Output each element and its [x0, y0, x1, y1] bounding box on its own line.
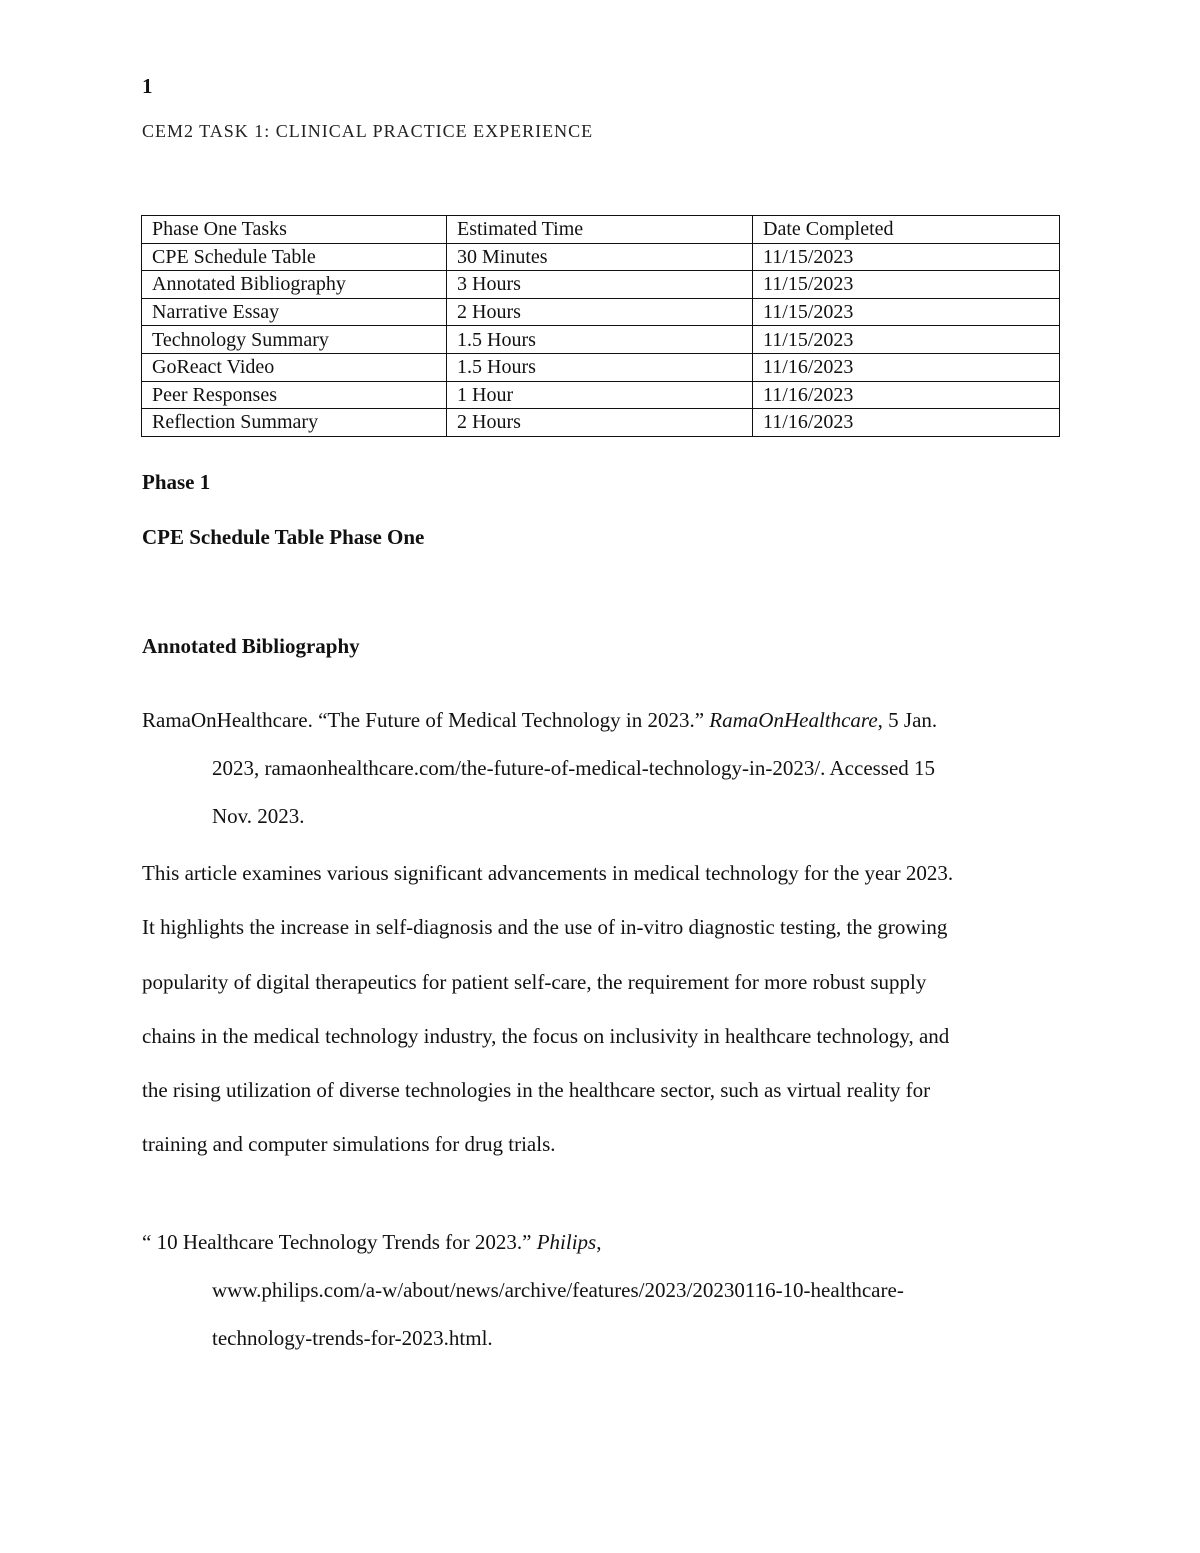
schedule-table	[141, 215, 1060, 437]
header-cell: Phase One Tasks	[142, 216, 447, 244]
table-header-row	[142, 216, 1060, 244]
time-cell: 2 Hours	[447, 409, 753, 437]
date-cell: 11/15/2023	[753, 271, 1060, 299]
task-cell: Technology Summary	[142, 326, 447, 354]
citation-line	[142, 696, 1042, 744]
citation-line: 2023, ramaonhealthcare.com/the-future-of-medical-technology-in-2023/. Accessed 15	[212, 756, 936, 780]
annotation-paragraph	[142, 846, 1062, 1172]
table-row	[142, 326, 1060, 354]
citation-text: RamaOnHealthcare. “The Future of Medical Technology in 2023.”	[142, 708, 710, 732]
date-cell: 11/16/2023	[753, 353, 1060, 381]
time-cell: 1.5 Hours	[447, 326, 753, 354]
citation-line: Nov. 2023.	[212, 804, 305, 828]
cpe-schedule-heading: CPE Schedule Table Phase One	[142, 525, 425, 549]
table-row	[142, 353, 1060, 381]
task-cell: Narrative Essay	[142, 298, 447, 326]
time-cell: 30 Minutes	[447, 243, 753, 271]
date-cell: 11/15/2023	[753, 326, 1060, 354]
citation-philips	[142, 1218, 1042, 1362]
header-cell: Estimated Time	[447, 216, 753, 244]
annotated-bibliography-heading: Annotated Bibliography	[142, 634, 360, 658]
citation-source: Philips	[536, 1230, 597, 1254]
task-cell: Peer Responses	[142, 381, 447, 409]
running-head: CEM2 TASK 1: CLINICAL PRACTICE EXPERIENCE	[142, 121, 594, 141]
citation-ramaonhealthcare	[142, 696, 1042, 840]
paragraph-line: training and computer simulations for drug trials.	[142, 1132, 556, 1157]
task-cell: Reflection Summary	[142, 409, 447, 437]
phase-heading: Phase 1	[142, 470, 211, 494]
page-number: 1	[142, 74, 153, 98]
date-cell: 11/15/2023	[753, 298, 1060, 326]
paragraph-line: the rising utilization of diverse technologies in the healthcare sector, such as virtual reality for	[142, 1078, 931, 1103]
citation-source: RamaOnHealthcare	[709, 708, 878, 732]
table-row	[142, 298, 1060, 326]
table-row	[142, 243, 1060, 271]
citation-line: technology-trends-for-2023.html.	[212, 1326, 493, 1350]
table-row	[142, 381, 1060, 409]
time-cell: 3 Hours	[447, 271, 753, 299]
citation-text: “ 10 Healthcare Technology Trends for 2023.”	[142, 1230, 537, 1254]
time-cell: 1 Hour	[447, 381, 753, 409]
time-cell: 1.5 Hours	[447, 353, 753, 381]
paragraph-line: It highlights the increase in self-diagnosis and the use of in-vitro diagnostic testing, the growing	[142, 915, 948, 940]
citation-line	[142, 1218, 1042, 1266]
citation-line: www.philips.com/a-w/about/news/archive/features/2023/20230116-10-healthcare-	[212, 1278, 904, 1302]
task-cell: CPE Schedule Table	[142, 243, 447, 271]
date-cell: 11/16/2023	[753, 409, 1060, 437]
citation-text: , 5 Jan.	[877, 708, 938, 732]
task-cell: GoReact Video	[142, 353, 447, 381]
paragraph-line: popularity of digital therapeutics for patient self-care, the requirement for more robust supply	[142, 969, 927, 994]
time-cell: 2 Hours	[447, 298, 753, 326]
paragraph-line: chains in the medical technology industry, the focus on inclusivity in healthcare technology, and	[142, 1023, 950, 1048]
table-row	[142, 271, 1060, 299]
header-cell: Date Completed	[753, 216, 1060, 244]
citation-text: ,	[596, 1230, 602, 1254]
date-cell: 11/16/2023	[753, 381, 1060, 409]
table-row	[142, 409, 1060, 437]
task-cell: Annotated Bibliography	[142, 271, 447, 299]
date-cell: 11/15/2023	[753, 243, 1060, 271]
paragraph-line: This article examines various significant advancements in medical technology for the year 2023.	[142, 861, 954, 885]
